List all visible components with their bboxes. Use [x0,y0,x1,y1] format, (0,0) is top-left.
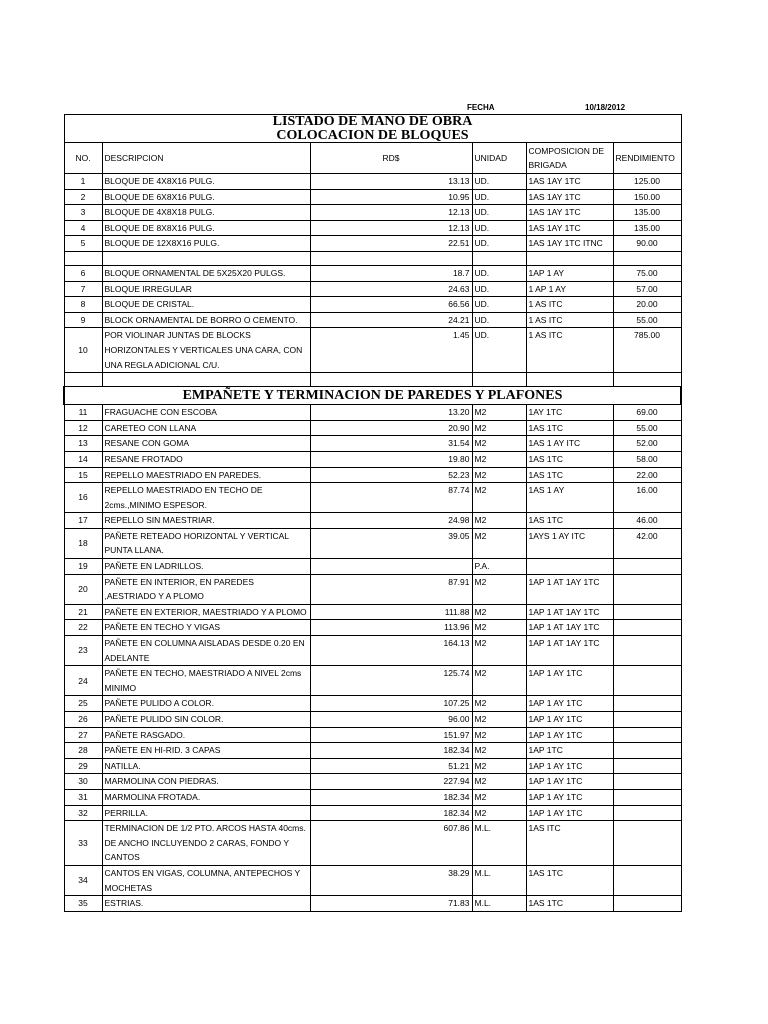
table-row [64,220,681,236]
fecha-label: FECHA [467,103,495,112]
row-rendimiento: 16.00 [613,483,681,513]
row-rendimiento: 55.00 [613,420,681,436]
row-unidad: M2 [472,604,526,620]
table-row [64,328,681,373]
row-composicion: 1AS 1TC [526,896,613,912]
row-unidad: M2 [472,436,526,452]
row-rendimiento [613,574,681,604]
row-descripcion: PAÑETE EN COLUMNA AISLADAS DESDE 0.20 EN ADELANTE [102,636,310,666]
row-unidad: M2 [472,774,526,790]
row-unidad: M2 [472,528,526,558]
row-rds: 51.21 [310,758,472,774]
row-no: 25 [64,696,102,712]
row-composicion: 1AS 1 AY [526,483,613,513]
row-composicion: 1AP 1 AY 1TC [526,774,613,790]
row-no: 18 [64,528,102,558]
row-descripcion: CANTOS EN VIGAS, COLUMNA, ANTEPECHOS Y MOCHETAS [102,865,310,895]
row-rds: 151.97 [310,727,472,743]
row-descripcion: PAÑETE PULIDO SIN COLOR. [102,712,310,728]
row-descripcion [102,373,310,387]
table-row [64,236,681,252]
table-row [64,758,681,774]
row-unidad: M2 [472,467,526,483]
row-rds: 12.13 [310,205,472,221]
row-descripcion: BLOQUE DE 6X8X16 PULG. [102,189,310,205]
row-unidad: UD. [472,205,526,221]
table-row [64,405,681,421]
row-rendimiento: 55.00 [613,312,681,328]
row-composicion: 1AS 1TC [526,451,613,467]
row-composicion: 1AP 1 AT 1AY 1TC [526,604,613,620]
table-row [64,420,681,436]
row-rds: 227.94 [310,774,472,790]
table-row [64,189,681,205]
row-rendimiento [613,712,681,728]
row-descripcion: BLOQUE DE 4X8X16 PULG. [102,174,310,190]
row-no: 17 [64,513,102,529]
row-composicion: 1AP 1 AT 1AY 1TC [526,636,613,666]
row-descripcion [102,251,310,265]
row-unidad: UD. [472,328,526,373]
row-descripcion: REPELLO MAESTRIADO EN PAREDES. [102,467,310,483]
row-rendimiento: 75.00 [613,265,681,281]
row-no: 23 [64,636,102,666]
row-rds: 96.00 [310,712,472,728]
row-composicion: 1AP 1 AY 1TC [526,696,613,712]
row-rendimiento [613,559,681,575]
row-rendimiento [613,789,681,805]
row-composicion: 1AP 1 AY 1TC [526,712,613,728]
row-composicion: 1AP 1 AY 1TC [526,758,613,774]
row-descripcion: BLOQUE IRREGULAR [102,281,310,297]
row-rendimiento [613,620,681,636]
row-rds: 52.23 [310,467,472,483]
row-unidad: M2 [472,805,526,821]
row-unidad: M2 [472,666,526,696]
row-descripcion: FRAGUACHE CON ESCOBA [102,405,310,421]
row-descripcion: BLOQUE DE 8X8X16 PULG. [102,220,310,236]
row-rendimiento [613,743,681,759]
row-rds: 12.13 [310,220,472,236]
row-rendimiento [613,373,681,387]
row-no: 12 [64,420,102,436]
row-descripcion: POR VIOLINAR JUNTAS DE BLOCKS HORIZONTALES Y VERTICALES UNA CARA, CON UNA REGLA ADICIONAL C/U. [102,328,310,373]
table-row [64,205,681,221]
row-rds: 1.45 [310,328,472,373]
row-rds [310,559,472,575]
row-descripcion: PAÑETE EN TECHO Y VIGAS [102,620,310,636]
row-descripcion: TERMINACION DE 1/2 PTO. ARCOS HASTA 40cms. DE ANCHO INCLUYENDO 2 CARAS, FONDO Y CANTOS [102,821,310,866]
row-no: 10 [64,328,102,373]
row-descripcion: MARMOLINA CON PIEDRAS. [102,774,310,790]
row-rds: 87.91 [310,574,472,604]
section-title-empanete: EMPAÑETE Y TERMINACION DE PAREDES Y PLAFONES [64,387,681,405]
row-descripcion: PERRILLA. [102,805,310,821]
row-rds: 19.80 [310,451,472,467]
row-composicion [526,251,613,265]
row-rendimiento: 150.00 [613,189,681,205]
row-unidad: M2 [472,405,526,421]
row-rds: 38.29 [310,865,472,895]
row-unidad: M2 [472,513,526,529]
row-rendimiento: 135.00 [613,220,681,236]
row-unidad: M2 [472,574,526,604]
row-composicion: 1AP 1TC [526,743,613,759]
row-no: 22 [64,620,102,636]
row-no: 13 [64,436,102,452]
table-row [64,743,681,759]
row-rendimiento: 20.00 [613,297,681,313]
row-rendimiento: 57.00 [613,281,681,297]
table-row [64,251,681,265]
row-rds: 66.56 [310,297,472,313]
row-no: 21 [64,604,102,620]
row-unidad: M2 [472,789,526,805]
table-row [64,297,681,313]
row-descripcion: PAÑETE EN TECHO, MAESTRIADO A NIVEL 2cms MINIMO [102,666,310,696]
row-rds: 24.21 [310,312,472,328]
row-descripcion: BLOCK ORNAMENTAL DE BORRO O CEMENTO. [102,312,310,328]
table-row [64,281,681,297]
row-no: 28 [64,743,102,759]
row-unidad: M.L. [472,865,526,895]
table-row [64,696,681,712]
row-composicion: 1AS 1AY 1TC [526,189,613,205]
table-row [64,604,681,620]
row-descripcion: CARETEO CON LLANA [102,420,310,436]
row-no: 6 [64,265,102,281]
row-descripcion: RESANE CON GOMA [102,436,310,452]
row-unidad: UD. [472,189,526,205]
row-descripcion: PAÑETE RETEADO HORIZONTAL Y VERTICAL PUNTA LLANA. [102,528,310,558]
row-unidad: M.L. [472,896,526,912]
row-rendimiento: 90.00 [613,236,681,252]
row-rendimiento [613,251,681,265]
row-rds: 24.63 [310,281,472,297]
row-rds: 182.34 [310,805,472,821]
row-composicion: 1AS 1TC [526,420,613,436]
row-descripcion: ESTRIAS. [102,896,310,912]
row-unidad: M2 [472,712,526,728]
row-rds: 113.96 [310,620,472,636]
table-row [64,620,681,636]
row-composicion: 1AS 1TC [526,865,613,895]
row-rds [310,251,472,265]
table-row [64,436,681,452]
row-no: 31 [64,789,102,805]
row-composicion: 1 AP 1 AY [526,281,613,297]
row-descripcion: PAÑETE PULIDO A COLOR. [102,696,310,712]
table-row [64,727,681,743]
row-no: 9 [64,312,102,328]
row-rendimiento [613,865,681,895]
row-unidad: UD. [472,174,526,190]
row-composicion: 1AP 1 AY 1TC [526,727,613,743]
row-rds: 125.74 [310,666,472,696]
row-no: 29 [64,758,102,774]
row-descripcion: NATILLA. [102,758,310,774]
row-rds: 164.13 [310,636,472,666]
row-descripcion: PAÑETE EN HI-RID. 3 CAPAS [102,743,310,759]
row-unidad: UD. [472,297,526,313]
row-no: 7 [64,281,102,297]
row-unidad: M2 [472,420,526,436]
row-rds: 39.05 [310,528,472,558]
row-rendimiento: 135.00 [613,205,681,221]
row-composicion: 1AS 1AY 1TC ITNC [526,236,613,252]
row-descripcion: BLOQUE ORNAMENTAL DE 5X25X20 PULGS. [102,265,310,281]
row-rds: 182.34 [310,789,472,805]
row-unidad: UD. [472,281,526,297]
table-row [64,451,681,467]
row-rendimiento: 125.00 [613,174,681,190]
table-row [64,774,681,790]
row-unidad: M2 [472,758,526,774]
row-rendimiento: 52.00 [613,436,681,452]
fecha-value: 10/18/2012 [585,103,626,112]
row-rendimiento [613,774,681,790]
row-composicion: 1AP 1 AT 1AY 1TC [526,574,613,604]
row-unidad: UD. [472,265,526,281]
row-no: 4 [64,220,102,236]
row-unidad: M2 [472,636,526,666]
header-rds: RD$ [310,143,472,174]
row-no: 34 [64,865,102,895]
row-rendimiento [613,896,681,912]
row-composicion [526,559,613,575]
row-composicion: 1AS 1 AY ITC [526,436,613,452]
row-descripcion: REPELLO MAESTRIADO EN TECHO DE 2cms.,MINIMO ESPESOR. [102,483,310,513]
header-composicion: COMPOSICION DE BRIGADA [526,143,613,174]
table-row [64,821,681,866]
row-rendimiento [613,758,681,774]
row-rds [310,373,472,387]
row-no: 33 [64,821,102,866]
row-no [64,373,102,387]
row-composicion: 1 AS ITC [526,297,613,313]
row-unidad: M2 [472,743,526,759]
row-unidad: P.A. [472,559,526,575]
row-no [64,251,102,265]
row-unidad: UD. [472,312,526,328]
row-rendimiento [613,604,681,620]
row-no: 3 [64,205,102,221]
row-descripcion: RESANE FROTADO [102,451,310,467]
row-descripcion: MARMOLINA FROTADA. [102,789,310,805]
row-no: 35 [64,896,102,912]
row-no: 32 [64,805,102,821]
table-row [64,265,681,281]
row-rendimiento: 69.00 [613,405,681,421]
row-unidad: M2 [472,451,526,467]
table-row [64,712,681,728]
row-rds: 87.74 [310,483,472,513]
row-no: 19 [64,559,102,575]
row-rds: 22.51 [310,236,472,252]
document-title: LISTADO DE MANO DE OBRA [64,115,681,130]
row-composicion: 1AS ITC [526,821,613,866]
row-rendimiento: 42.00 [613,528,681,558]
row-rds: 107.25 [310,696,472,712]
row-no: 11 [64,405,102,421]
row-unidad: M.L. [472,821,526,866]
table-row [64,174,681,190]
row-unidad: M2 [472,696,526,712]
row-no: 26 [64,712,102,728]
header-no: NO. [64,143,102,174]
table-row [64,896,681,912]
row-rendimiento [613,821,681,866]
table-row [64,574,681,604]
table-row [64,373,681,387]
row-descripcion: PAÑETE EN INTERIOR, EN PAREDES ,AESTRIADO Y A PLOMO [102,574,310,604]
labor-list-table [63,114,682,912]
row-composicion [526,373,613,387]
table-row [64,528,681,558]
row-descripcion: BLOQUE DE CRISTAL. [102,297,310,313]
row-composicion: 1AP 1 AY 1TC [526,789,613,805]
header-descripcion: DESCRIPCION [102,143,310,174]
row-rds: 111.88 [310,604,472,620]
row-rds: 20.90 [310,420,472,436]
table-row [64,559,681,575]
row-no: 24 [64,666,102,696]
row-rendimiento: 58.00 [613,451,681,467]
table-row [64,636,681,666]
row-rendimiento [613,727,681,743]
row-rds: 13.20 [310,405,472,421]
row-rds: 607.86 [310,821,472,866]
row-no: 15 [64,467,102,483]
row-composicion: 1AP 1 AY 1TC [526,666,613,696]
row-descripcion: PAÑETE EN EXTERIOR, MAESTRIADO Y A PLOMO [102,604,310,620]
row-composicion: 1AS 1TC [526,513,613,529]
table-row [64,483,681,513]
row-descripcion: REPELLO SIN MAESTRIAR. [102,513,310,529]
row-rds: 31.54 [310,436,472,452]
table-row [64,513,681,529]
row-unidad: M2 [472,620,526,636]
row-composicion: 1 AS ITC [526,328,613,373]
row-rendimiento [613,636,681,666]
row-rds: 13.13 [310,174,472,190]
table-row [64,666,681,696]
row-unidad: M2 [472,483,526,513]
row-rendimiento: 46.00 [613,513,681,529]
row-rendimiento [613,805,681,821]
row-no: 2 [64,189,102,205]
row-unidad: UD. [472,236,526,252]
row-rds: 71.83 [310,896,472,912]
row-no: 5 [64,236,102,252]
row-descripcion: PAÑETE RASGADO. [102,727,310,743]
row-no: 14 [64,451,102,467]
row-composicion: 1AP 1 AY 1TC [526,805,613,821]
row-composicion: 1AS 1AY 1TC [526,205,613,221]
row-rendimiento [613,696,681,712]
row-no: 1 [64,174,102,190]
row-no: 30 [64,774,102,790]
row-composicion: 1AS 1AY 1TC [526,174,613,190]
row-rendimiento: 785.00 [613,328,681,373]
row-no: 20 [64,574,102,604]
row-no: 16 [64,483,102,513]
row-descripcion: PAÑETE EN LADRILLOS. [102,559,310,575]
header-rendimiento: RENDIMIENTO [613,143,681,174]
table-row [64,805,681,821]
table-row [64,467,681,483]
row-unidad: UD. [472,220,526,236]
table-row [64,865,681,895]
row-composicion: 1AY 1TC [526,405,613,421]
row-rds: 24.98 [310,513,472,529]
row-unidad: M2 [472,727,526,743]
section-title-bloques: COLOCACION DE BLOQUES [64,129,681,143]
row-unidad [472,373,526,387]
row-descripcion: BLOQUE DE 12X8X16 PULG. [102,236,310,252]
table-row [64,789,681,805]
row-rds: 182.34 [310,743,472,759]
header-unidad: UNIDAD [472,143,526,174]
row-rendimiento: 22.00 [613,467,681,483]
row-rds: 10.95 [310,189,472,205]
row-rds: 18.7 [310,265,472,281]
row-composicion: 1 AS ITC [526,312,613,328]
table-row [64,312,681,328]
row-descripcion: BLOQUE DE 4X8X18 PULG. [102,205,310,221]
row-no: 8 [64,297,102,313]
row-composicion: 1AP 1 AY [526,265,613,281]
row-composicion: 1AS 1AY 1TC [526,220,613,236]
row-unidad [472,251,526,265]
row-composicion: 1AS 1TC [526,467,613,483]
row-composicion: 1AYS 1 AY ITC [526,528,613,558]
row-composicion: 1AP 1 AT 1AY 1TC [526,620,613,636]
row-rendimiento [613,666,681,696]
row-no: 27 [64,727,102,743]
